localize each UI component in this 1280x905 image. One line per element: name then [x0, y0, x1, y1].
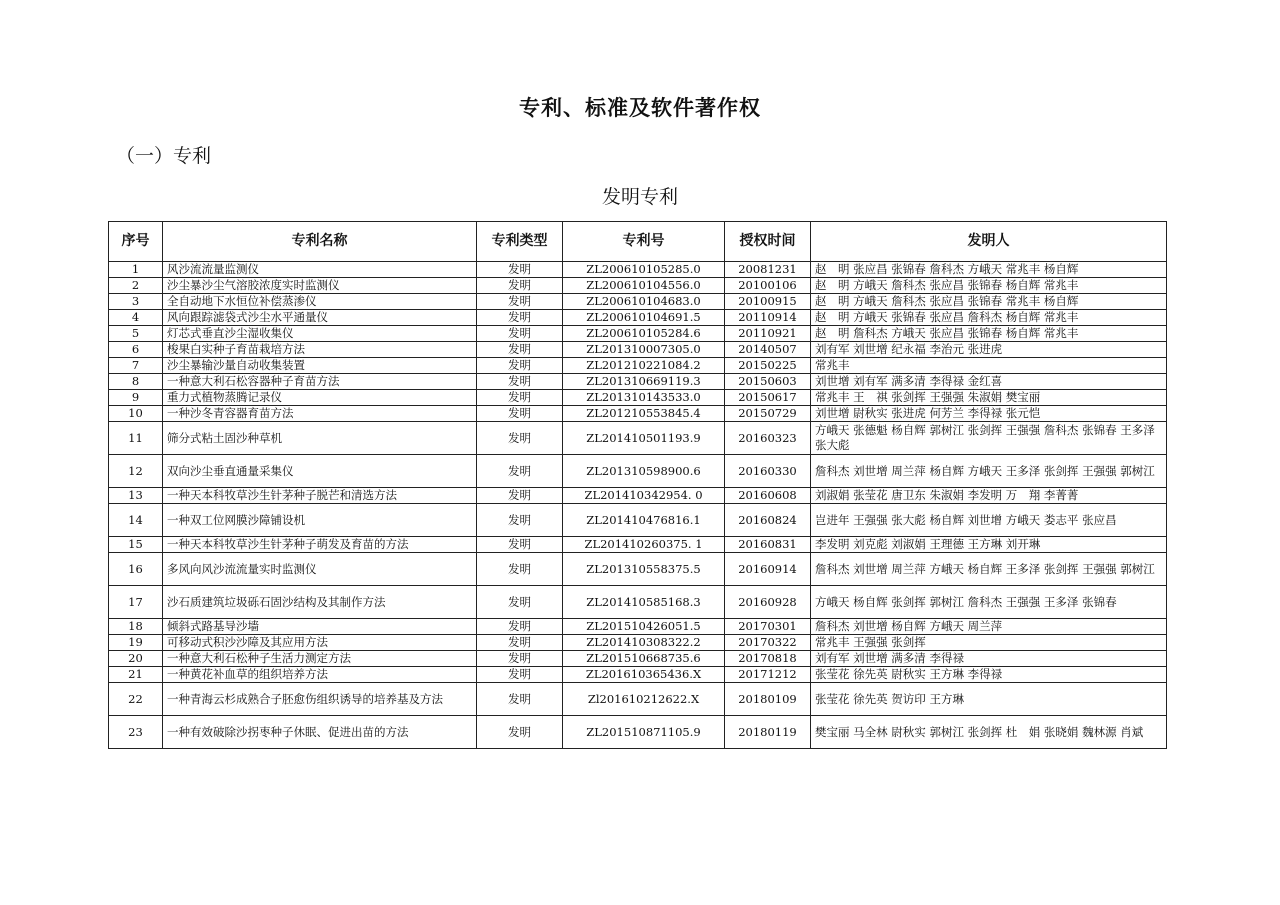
header-no: 序号 [109, 222, 163, 262]
patent-number: ZL201410342954. 0 [563, 488, 725, 504]
patent-number: ZL200610105285.0 [563, 262, 725, 278]
inventors: 刘世增 刘有军 满多清 李得禄 金红喜 [811, 374, 1167, 390]
table-row [109, 537, 1167, 553]
table-row [109, 488, 1167, 504]
inventors: 赵 明 张应昌 张锦春 詹科杰 方峨天 常兆丰 杨自辉 [811, 262, 1167, 278]
grant-date: 20150617 [725, 390, 811, 406]
row-number: 10 [109, 406, 163, 422]
patent-type: 发明 [477, 635, 563, 651]
row-number: 14 [109, 504, 163, 537]
row-number: 22 [109, 683, 163, 716]
patent-number: ZL201610365436.X [563, 667, 725, 683]
grant-date: 20170301 [725, 619, 811, 635]
patent-number: ZL201410308322.2 [563, 635, 725, 651]
grant-date: 20180109 [725, 683, 811, 716]
patent-name: 重力式植物蒸腾记录仪 [163, 390, 477, 406]
grant-date: 20180119 [725, 716, 811, 749]
inventors: 方峨天 张德魁 杨自辉 郭树江 张剑挥 王强强 詹科杰 张锦春 王多泽 张大彪 [811, 422, 1167, 455]
grant-date: 20160824 [725, 504, 811, 537]
row-number: 8 [109, 374, 163, 390]
table-row [109, 716, 1167, 749]
patent-name: 一种天本科牧草沙生针茅种子脱芒和清选方法 [163, 488, 477, 504]
patent-number: ZL201510668735.6 [563, 651, 725, 667]
table-row [109, 262, 1167, 278]
grant-date: 20110921 [725, 326, 811, 342]
grant-date: 20160831 [725, 537, 811, 553]
inventors: 常兆丰 [811, 358, 1167, 374]
patent-number: ZL201210553845.4 [563, 406, 725, 422]
patent-type: 发明 [477, 406, 563, 422]
patent-name: 风沙流流量监测仪 [163, 262, 477, 278]
grant-date: 20110914 [725, 310, 811, 326]
patent-type: 发明 [477, 422, 563, 455]
row-number: 19 [109, 635, 163, 651]
patent-name: 多风向风沙流流量实时监测仪 [163, 553, 477, 586]
inventors: 刘世增 尉秋实 张进虎 何芳兰 李得禄 张元恺 [811, 406, 1167, 422]
row-number: 11 [109, 422, 163, 455]
patent-name: 全自动地下水恒位补偿蒸渗仪 [163, 294, 477, 310]
grant-date: 20100915 [725, 294, 811, 310]
patent-name: 灯芯式垂直沙尘湿收集仪 [163, 326, 477, 342]
patent-name: 一种青海云杉成熟合子胚愈伤组织诱导的培养基及方法 [163, 683, 477, 716]
patent-type: 发明 [477, 310, 563, 326]
row-number: 5 [109, 326, 163, 342]
grant-date: 20160928 [725, 586, 811, 619]
grant-date: 20170322 [725, 635, 811, 651]
patent-name: 沙尘暴输沙量自动收集装置 [163, 358, 477, 374]
inventors: 张莹花 徐先英 贺访印 王方琳 [811, 683, 1167, 716]
table-row [109, 683, 1167, 716]
row-number: 18 [109, 619, 163, 635]
patent-type: 发明 [477, 553, 563, 586]
table-row [109, 667, 1167, 683]
inventors: 樊宝丽 马全林 尉秋实 郭树江 张剑挥 杜 娟 张晓娟 魏林源 肖斌 [811, 716, 1167, 749]
patent-type: 发明 [477, 667, 563, 683]
table-row [109, 619, 1167, 635]
inventors: 常兆丰 王 祺 张剑挥 王强强 朱淑娟 樊宝丽 [811, 390, 1167, 406]
row-number: 4 [109, 310, 163, 326]
table-row [109, 390, 1167, 406]
inventors: 赵 明 方峨天 张锦春 张应昌 詹科杰 杨自辉 常兆丰 [811, 310, 1167, 326]
patent-type: 发明 [477, 262, 563, 278]
inventors: 赵 明 詹科杰 方峨天 张应昌 张锦春 杨自辉 常兆丰 [811, 326, 1167, 342]
patent-number: ZL201310598900.6 [563, 455, 725, 488]
inventors: 赵 明 方峨天 詹科杰 张应昌 张锦春 杨自辉 常兆丰 [811, 278, 1167, 294]
patent-number: ZL201410260375. 1 [563, 537, 725, 553]
patent-table [108, 221, 1167, 749]
grant-date: 20160323 [725, 422, 811, 455]
patent-number: ZL201310669119.3 [563, 374, 725, 390]
inventors: 刘有军 刘世增 纪永福 李治元 张进虎 [811, 342, 1167, 358]
patent-name: 一种天本科牧草沙生针茅种子萌发及育苗的方法 [163, 537, 477, 553]
grant-date: 20160914 [725, 553, 811, 586]
inventors: 赵 明 方峨天 詹科杰 张应昌 张锦春 常兆丰 杨自辉 [811, 294, 1167, 310]
inventors: 常兆丰 王强强 张剑挥 [811, 635, 1167, 651]
patent-name: 可移动式积沙沙障及其应用方法 [163, 635, 477, 651]
patent-number: ZL201510871105.9 [563, 716, 725, 749]
row-number: 1 [109, 262, 163, 278]
row-number: 23 [109, 716, 163, 749]
row-number: 6 [109, 342, 163, 358]
document-title: 专利、标准及软件著作权 [519, 95, 761, 120]
header-name: 专利名称 [163, 222, 477, 262]
inventors: 李发明 刘克彪 刘淑娟 王理德 王方琳 刘开琳 [811, 537, 1167, 553]
table-row [109, 374, 1167, 390]
row-number: 3 [109, 294, 163, 310]
patent-name: 一种意大利石松种子生活力测定方法 [163, 651, 477, 667]
header-number: 专利号 [563, 222, 725, 262]
patent-type: 发明 [477, 488, 563, 504]
grant-date: 20171212 [725, 667, 811, 683]
grant-date: 20160330 [725, 455, 811, 488]
patent-type: 发明 [477, 358, 563, 374]
table-row [109, 294, 1167, 310]
patent-name: 梭果白实种子育苗栽培方法 [163, 342, 477, 358]
table-row [109, 553, 1167, 586]
row-number: 16 [109, 553, 163, 586]
table-row [109, 455, 1167, 488]
patent-name: 筛分式粘土固沙种草机 [163, 422, 477, 455]
row-number: 9 [109, 390, 163, 406]
patent-type: 发明 [477, 278, 563, 294]
table-row [109, 358, 1167, 374]
patent-number: Zl201610212622.X [563, 683, 725, 716]
table-row [109, 422, 1167, 455]
patent-name: 双向沙尘垂直通量采集仪 [163, 455, 477, 488]
patent-name: 倾斜式路基导沙墙 [163, 619, 477, 635]
patent-name: 一种黄花补血草的组织培养方法 [163, 667, 477, 683]
grant-date: 20150225 [725, 358, 811, 374]
row-number: 17 [109, 586, 163, 619]
patent-number: ZL201410476816.1 [563, 504, 725, 537]
grant-date: 20170818 [725, 651, 811, 667]
patent-type: 发明 [477, 390, 563, 406]
patent-type: 发明 [477, 294, 563, 310]
patent-number: ZL201310007305.0 [563, 342, 725, 358]
patent-name: 一种有效破除沙拐枣种子休眠、促进出苗的方法 [163, 716, 477, 749]
row-number: 15 [109, 537, 163, 553]
header-inventors: 发明人 [811, 222, 1167, 262]
patent-number: ZL201510426051.5 [563, 619, 725, 635]
patent-type: 发明 [477, 586, 563, 619]
grant-date: 20150603 [725, 374, 811, 390]
patent-name: 一种意大利石松容器种子育苗方法 [163, 374, 477, 390]
patent-number: ZL201410501193.9 [563, 422, 725, 455]
row-number: 20 [109, 651, 163, 667]
table-row [109, 651, 1167, 667]
table-row [109, 342, 1167, 358]
table-row [109, 504, 1167, 537]
table-header-row [109, 222, 1167, 262]
patent-type: 发明 [477, 651, 563, 667]
patent-type: 发明 [477, 716, 563, 749]
table-row [109, 278, 1167, 294]
table-row [109, 310, 1167, 326]
patent-name: 一种双工位网膜沙障铺设机 [163, 504, 477, 537]
grant-date: 20150729 [725, 406, 811, 422]
patent-type: 发明 [477, 537, 563, 553]
row-number: 21 [109, 667, 163, 683]
inventors: 刘淑娟 张莹花 唐卫东 朱淑娟 李发明 万 翔 李菁菁 [811, 488, 1167, 504]
row-number: 2 [109, 278, 163, 294]
patent-type: 发明 [477, 326, 563, 342]
header-date: 授权时间 [725, 222, 811, 262]
patent-name: 一种沙冬青容器育苗方法 [163, 406, 477, 422]
patent-type: 发明 [477, 683, 563, 716]
inventors: 詹科杰 刘世增 周兰萍 杨自辉 方峨天 王多泽 张剑挥 王强强 郭树江 [811, 455, 1167, 488]
patent-name: 沙尘暴沙尘气溶胶浓度实时监测仪 [163, 278, 477, 294]
patent-number: ZL200610104691.5 [563, 310, 725, 326]
table-caption: 发明专利 [601, 186, 678, 208]
patent-type: 发明 [477, 342, 563, 358]
inventors: 张莹花 徐先英 尉秋实 王方琳 李得禄 [811, 667, 1167, 683]
patent-number: ZL200610104683.0 [563, 294, 725, 310]
header-type: 专利类型 [477, 222, 563, 262]
inventors: 詹科杰 刘世增 杨自辉 方峨天 周兰萍 [811, 619, 1167, 635]
patent-number: ZL201210221084.2 [563, 358, 725, 374]
patent-name: 沙石质建筑垃圾砾石固沙结构及其制作方法 [163, 586, 477, 619]
patent-type: 发明 [477, 455, 563, 488]
patent-name: 风向跟踪滤袋式沙尘水平通量仪 [163, 310, 477, 326]
patent-type: 发明 [477, 374, 563, 390]
grant-date: 20140507 [725, 342, 811, 358]
inventors: 刘有军 刘世增 满多清 李得禄 [811, 651, 1167, 667]
table-row [109, 406, 1167, 422]
patent-type: 发明 [477, 504, 563, 537]
table-row [109, 635, 1167, 651]
table-row [109, 586, 1167, 619]
inventors: 岂进年 王强强 张大彪 杨自辉 刘世增 方峨天 娄志平 张应昌 [811, 504, 1167, 537]
patent-type: 发明 [477, 619, 563, 635]
patent-number: ZL200610105284.6 [563, 326, 725, 342]
grant-date: 20081231 [725, 262, 811, 278]
inventors: 方峨天 杨自辉 张剑挥 郭树江 詹科杰 王强强 王多泽 张锦春 [811, 586, 1167, 619]
patent-number: ZL200610104556.0 [563, 278, 725, 294]
patent-number: ZL201310143533.0 [563, 390, 725, 406]
grant-date: 20100106 [725, 278, 811, 294]
patent-number: ZL201410585168.3 [563, 586, 725, 619]
grant-date: 20160608 [725, 488, 811, 504]
row-number: 12 [109, 455, 163, 488]
section-heading: （一）专利 [116, 145, 212, 167]
patent-number: ZL201310558375.5 [563, 553, 725, 586]
inventors: 詹科杰 刘世增 周兰萍 方峨天 杨自辉 王多泽 张剑挥 王强强 郭树江 [811, 553, 1167, 586]
row-number: 7 [109, 358, 163, 374]
row-number: 13 [109, 488, 163, 504]
table-row [109, 326, 1167, 342]
